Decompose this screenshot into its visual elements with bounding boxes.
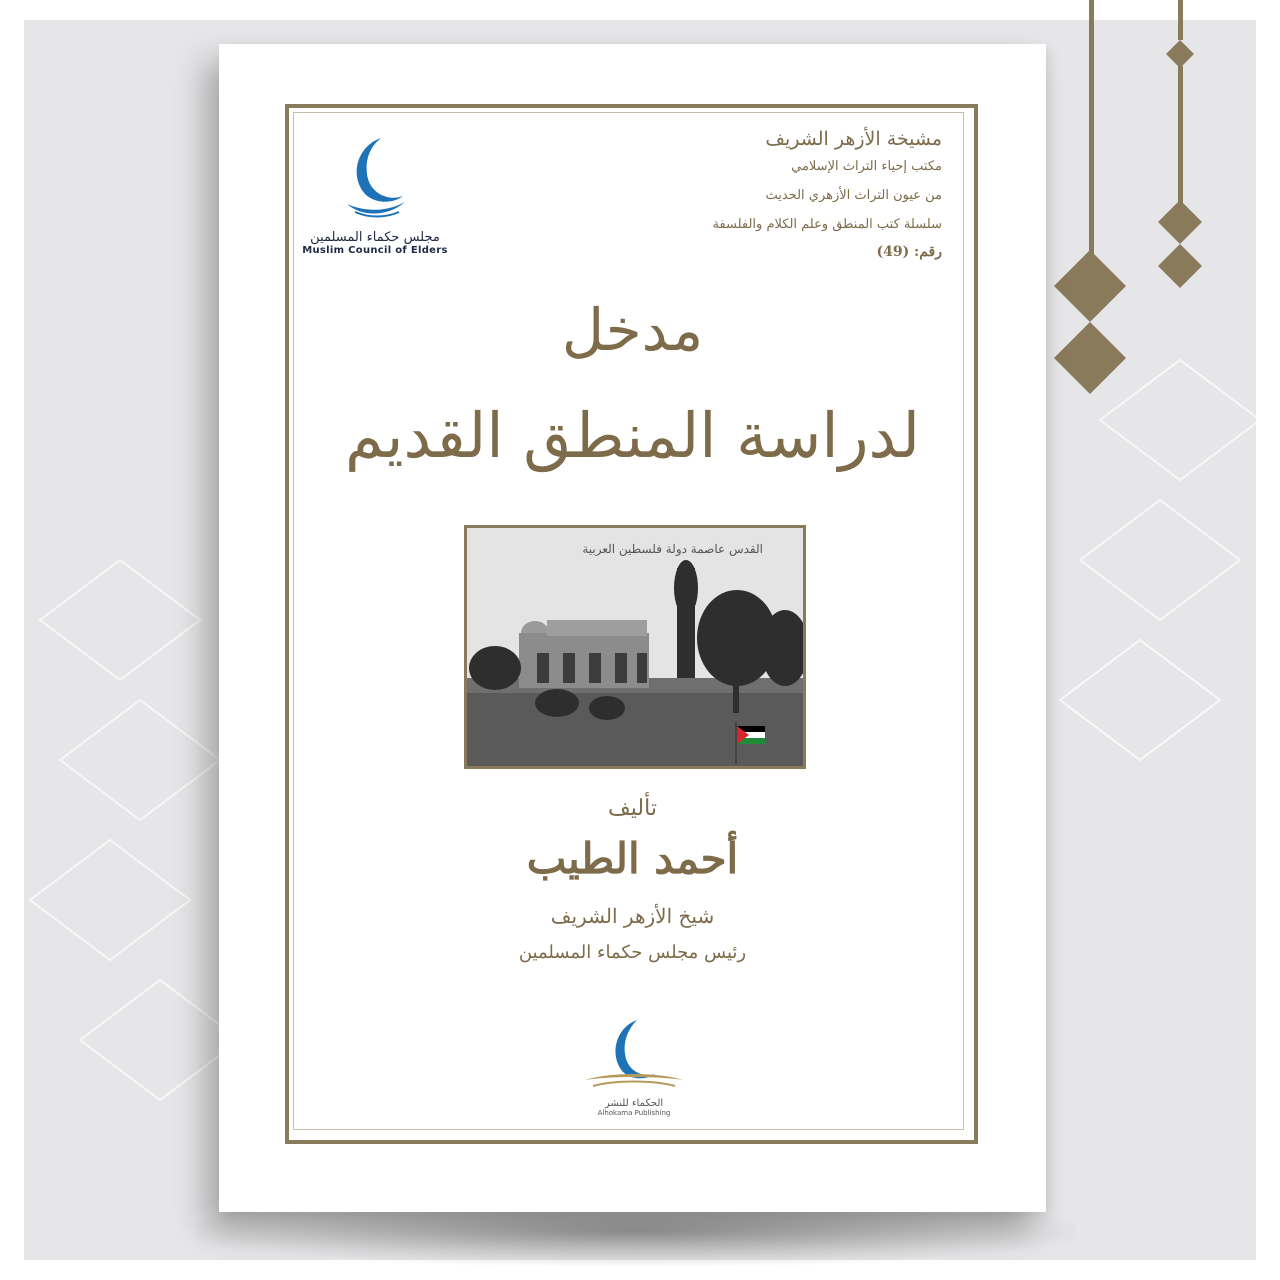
series-info — [662, 126, 942, 265]
crescent-icon — [335, 132, 415, 222]
author-role-1: شيخ الأزهر الشريف — [550, 904, 715, 928]
publisher-name-en: Alhokama Publishing — [597, 1109, 671, 1117]
council-name-en: Muslim Council of Elders — [302, 245, 448, 256]
author-name: أحمد الطيب — [526, 834, 739, 883]
series-line-1: مشيخة الأزهر الشريف — [765, 128, 942, 150]
series-number: رقم: (49) — [876, 244, 942, 260]
by-label: تأليف — [608, 796, 657, 821]
book-cover — [219, 44, 1046, 1212]
cover-photo — [464, 525, 806, 769]
publisher-name-ar: الحكماء للنشر — [604, 1098, 664, 1109]
hanging-ornament — [1040, 0, 1280, 420]
author-role-2: رئيس مجلس حكماء المسلمين — [518, 942, 747, 963]
muslim-council-logo — [295, 132, 455, 256]
photo-caption: القدس عاصمة دولة فلسطين العربية — [582, 542, 763, 556]
mosque-photo-image — [467, 528, 803, 766]
publisher-crescent-icon — [579, 1016, 689, 1092]
book-title-line-2: لدراسة المنطق القديم — [345, 399, 920, 472]
book-title-line-1: مدخل — [561, 296, 704, 364]
series-line-2: مكتب إحياء التراث الإسلامي — [791, 159, 942, 174]
publisher-logo — [569, 1016, 699, 1117]
series-line-4: سلسلة كتب المنطق وعلم الكلام والفلسفة — [712, 217, 942, 232]
council-name-ar: مجلس حكماء المسلمين — [310, 230, 440, 245]
series-line-3: من عيون التراث الأزهري الحديث — [765, 188, 942, 203]
